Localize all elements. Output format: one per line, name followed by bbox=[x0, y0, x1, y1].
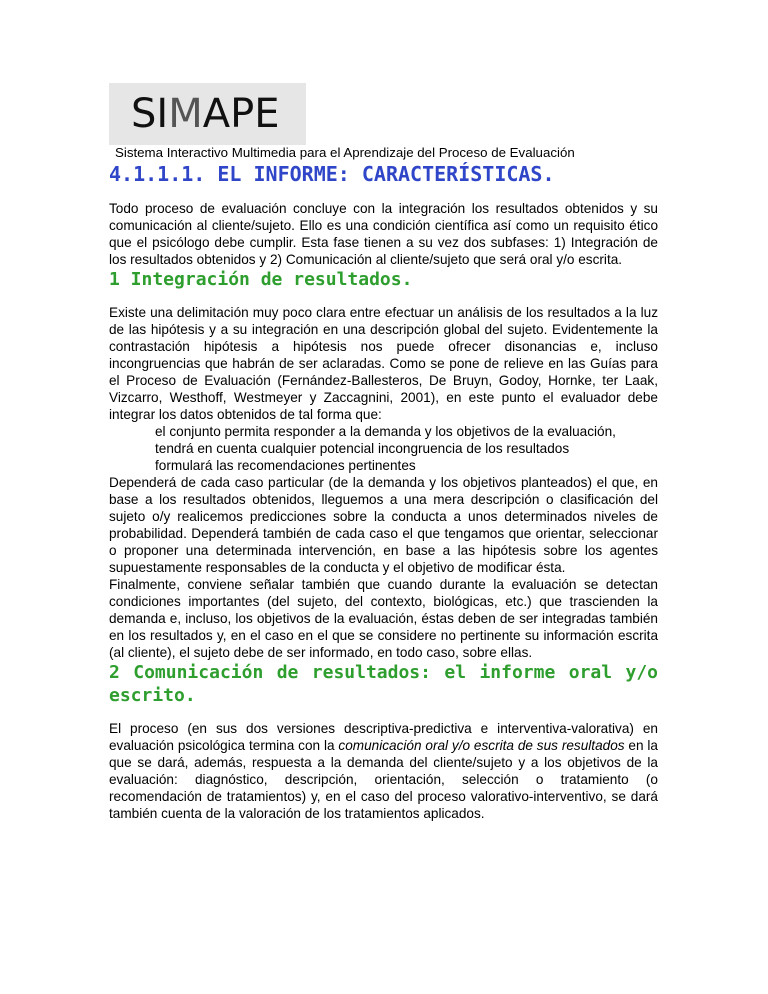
emphasis-text: comunicación oral y/o escrita de sus resultados bbox=[338, 738, 625, 753]
section1-paragraph-3: Finalmente, conviene señalar también que cuando durante la evaluación se detectan condiciones importantes (del sujeto, del contexto, biológicas, etc.) que trascienden la demanda e, incluso, los objetivos de la evaluación, éstas deben de ser integradas también en los resultados y, en el caso en el que se considere no pertinente su información escrita (al cliente), el sujeto debe de ser informado, en todo caso, sobre ellas. bbox=[109, 577, 658, 660]
list-item: tendrá en cuenta cualquier potencial incongruencia de los resultados bbox=[155, 441, 570, 456]
section2-paragraph-1 bbox=[109, 720, 658, 822]
document-body bbox=[109, 161, 658, 832]
text: El proceso (en sus dos versiones descriptiva-predictiva e interventiva-valorativa) en evaluación psicológica termina con la bbox=[109, 721, 658, 753]
list-item: formulará las recomendaciones pertinentes bbox=[155, 458, 416, 473]
list-item: el conjunto permita responder a la demanda y los objetivos de la evaluación, bbox=[155, 424, 616, 439]
simape-logo bbox=[109, 83, 306, 145]
section1-heading: 1 Integración de resultados. bbox=[109, 269, 413, 290]
page-title: 4.1.1.1. EL INFORME: CARACTERÍSTICAS. bbox=[109, 162, 555, 186]
logo-text-b: APE bbox=[202, 91, 280, 137]
intro-paragraph: Todo proceso de evaluación concluye con la integración los resultados obtenidos y su comunicación al cliente/sujeto. Ello es una condición científica así como un requisito ético que el psicólogo debe cumplir. Esta fase tienen a su vez dos subfases: 1) Integración de los resultados obtenidos y 2) Comunicación al cliente/sujeto que será oral y/o escrita. bbox=[109, 201, 658, 267]
logo-text-m: M bbox=[168, 91, 203, 137]
logo-text-a: SI bbox=[131, 91, 169, 137]
subtitle: Sistema Interactivo Multimedia para el Aprendizaje del Proceso de Evaluación bbox=[115, 145, 575, 160]
section2-heading: 2 Comunicación de resultados: el informe oral y/o escrito. bbox=[109, 662, 658, 706]
integration-list bbox=[109, 423, 658, 474]
text: en la que se dará, además, respuesta a la demanda del cliente/sujeto y a los objetivos de la evaluación: diagnóstico, descripción, orientación, selección o tratamiento (o recomendación de tratamientos) y, en el caso del proceso valorativo-interventivo, se dará también cuenta de la valoración de los tratamientos aplicados. bbox=[109, 738, 658, 821]
section1-paragraph-1: Existe una delimitación muy poco clara entre efectuar un análisis de los resultados a la luz de las hipótesis y a su integración en una descripción global del sujeto. Evidentemente la contrastación hipótesis a hipótesis nos puede ofrecer disonancias e, incluso incongruencias que habrán de ser aclaradas. Como se pone de relieve en las Guías para el Proceso de Evaluación (Fernández-Ballesteros, De Bruyn, Godoy, Hornke, ter Laak, Vizcarro, Westhoff, Westmeyer y Zaccagnini, 2001), en este punto el evaluador debe integrar los datos obtenidos de tal forma que: bbox=[109, 305, 658, 422]
section1-paragraph-2: Dependerá de cada caso particular (de la demanda y los objetivos planteados) el que, en base a los resultados obtenidos, lleguemos a una mera descripción o clasificación del sujeto o/y realicemos predicciones sobre la conducta a unos determinados niveles de probabilidad. Dependerá también de cada caso el que tengamos que orientar, seleccionar o proponer una determinada intervención, en base a las hipótesis sobre los agentes supuestamente responsables de la conducta y el objetivo de modificar ésta. bbox=[109, 475, 658, 575]
logo-wordmark bbox=[109, 90, 279, 138]
